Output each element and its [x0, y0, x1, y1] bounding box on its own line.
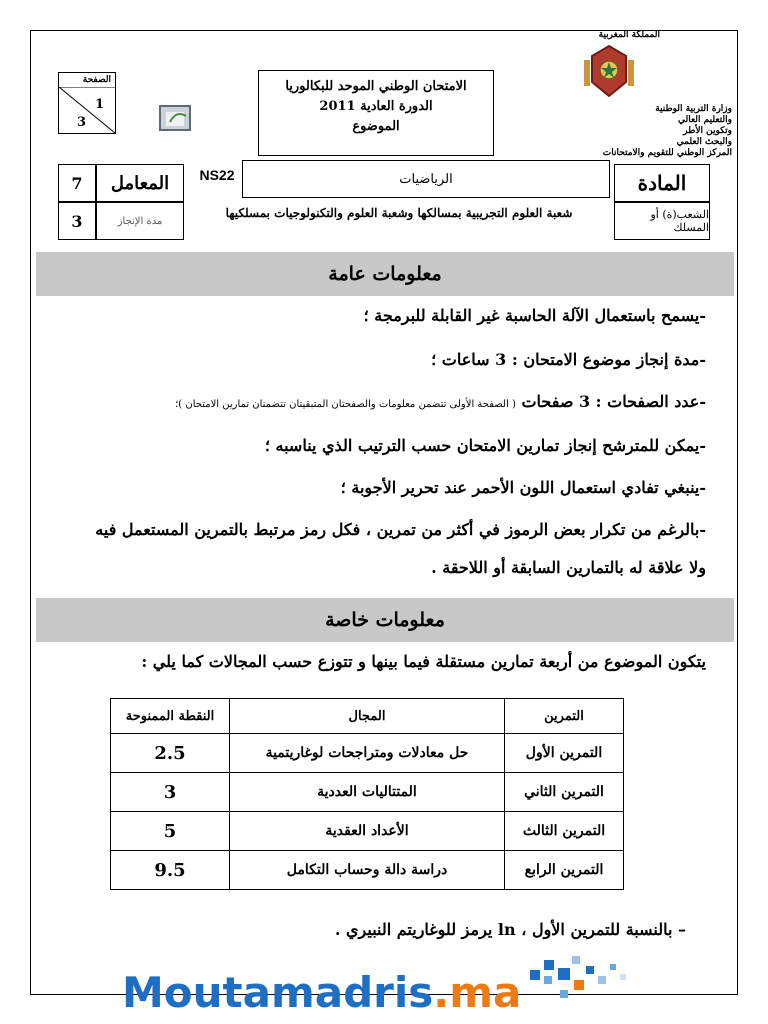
- kingdom-label: المملكة المغربية: [598, 30, 660, 40]
- page-total: 3: [77, 115, 87, 130]
- general-line-symbols: -بالرغم من تكرار بعض الرموز في أكثر من تمرين ، فكل رمز مرتبط بالتمرين المستعمل فيه: [95, 520, 706, 539]
- moutamadris-logo[interactable]: [122, 968, 521, 1017]
- domain-cell: دراسة دالة وحساب التكامل: [230, 851, 505, 890]
- subject-label: المادة: [614, 164, 710, 202]
- special-info-header: معلومات خاصة: [36, 598, 734, 642]
- special-intro: يتكون الموضوع من أربعة تمارين مستقلة فيما بينها و تتوزع حسب المجالات كما يلي :: [141, 652, 706, 671]
- table-row: [111, 773, 624, 812]
- subject-value: الرياضيات: [242, 160, 610, 198]
- scan-icon: [158, 104, 196, 134]
- col-exercise-header: التمرين: [505, 699, 624, 734]
- exam-title-line3: الموضوع: [352, 119, 400, 134]
- col-domain-header: المجال: [230, 699, 505, 734]
- general-line-red-color: -ينبغي تفادي استعمال اللون الأحمر عند تحرير الأجوبة ؛: [340, 478, 706, 497]
- points-cell: 5: [111, 812, 230, 851]
- exam-title-box: [258, 70, 494, 156]
- domain-cell: حل معادلات ومتراجحات لوغاريتمية: [230, 734, 505, 773]
- general-line-symbols-cont: ولا علاقة له بالتمارين السابقة أو اللاحقة .: [431, 558, 706, 577]
- domain-cell: المتتاليات العددية: [230, 773, 505, 812]
- exercise-cell: التمرين الثالث: [505, 812, 624, 851]
- exercise-cell: التمرين الأول: [505, 734, 624, 773]
- duration-value: 3: [58, 202, 96, 240]
- points-cell: 2.5: [111, 734, 230, 773]
- table-row: [111, 812, 624, 851]
- ministry-line: والبحث العلمي: [676, 137, 732, 147]
- general-line-order: -يمكن للمترشح إنجاز تمارين الامتحان حسب الترتيب الذي يناسبه ؛: [264, 436, 706, 455]
- ministry-line: المركز الوطني للتقويم والامتحانات: [602, 148, 732, 158]
- page-number-box: [58, 72, 116, 134]
- general-line-duration: -مدة إنجاز موضوع الامتحان : 3 ساعات ؛: [431, 350, 706, 369]
- page-divider-icon: [59, 87, 115, 133]
- domain-cell: الأعداد العقدية: [230, 812, 505, 851]
- ln-note: – بالنسبة للتمرين الأول ، ln يرمز للوغاريتم النبيري .: [334, 920, 686, 939]
- duration-label: مدة الإنجاز: [96, 202, 184, 240]
- exercises-table: [110, 698, 624, 890]
- col-points-header: النقطة الممنوحة: [111, 699, 230, 734]
- points-cell: 9.5: [111, 851, 230, 890]
- page-current: 1: [95, 97, 105, 112]
- ministry-block: [542, 104, 732, 159]
- pages-note: ( الصفحة الأولى تتضمن معلومات والصفحتان المتبقيتان تتضمنان تمارين الامتحان )؛: [175, 399, 516, 410]
- logo-pixels-icon: [520, 950, 640, 1020]
- coat-of-arms-icon: [582, 42, 636, 100]
- exam-title-line2: الدورة العادية 2011: [319, 99, 433, 114]
- exam-code: NS22: [199, 167, 235, 183]
- exercise-cell: التمرين الثاني: [505, 773, 624, 812]
- table-row: [111, 734, 624, 773]
- branch-label: الشعب(ة) أو المسلك: [614, 202, 710, 240]
- logo-text-main: Moutamadris: [122, 968, 434, 1017]
- ministry-line: وتكوين الأطر: [683, 126, 732, 136]
- table-row: [111, 851, 624, 890]
- general-line-calculator: -يسمح باستعمال الآلة الحاسبة غير القابلة للبرمجة ؛: [363, 306, 706, 325]
- general-line-pages: [175, 392, 706, 411]
- table-header-row: [111, 699, 624, 734]
- ministry-line: وزارة التربية الوطنية: [655, 104, 732, 114]
- page-label: الصفحة: [82, 75, 111, 85]
- points-cell: 3: [111, 773, 230, 812]
- exam-title-line1: الامتحان الوطني الموحد للبكالوريا: [285, 79, 467, 94]
- pages-count: -عدد الصفحات : 3 صفحات: [521, 392, 706, 411]
- general-info-header: معلومات عامة: [36, 252, 734, 296]
- coefficient-value: 7: [58, 164, 96, 202]
- coefficient-label: المعامل: [96, 164, 184, 202]
- exercise-cell: التمرين الرابع: [505, 851, 624, 890]
- ministry-line: والتعليم العالي: [677, 115, 732, 125]
- branch-value: شعبة العلوم التجريبية بمسالكها وشعبة العلوم والتكنولوجيات بمسلكيها: [225, 206, 573, 220]
- logo-text-domain: .ma: [433, 968, 522, 1017]
